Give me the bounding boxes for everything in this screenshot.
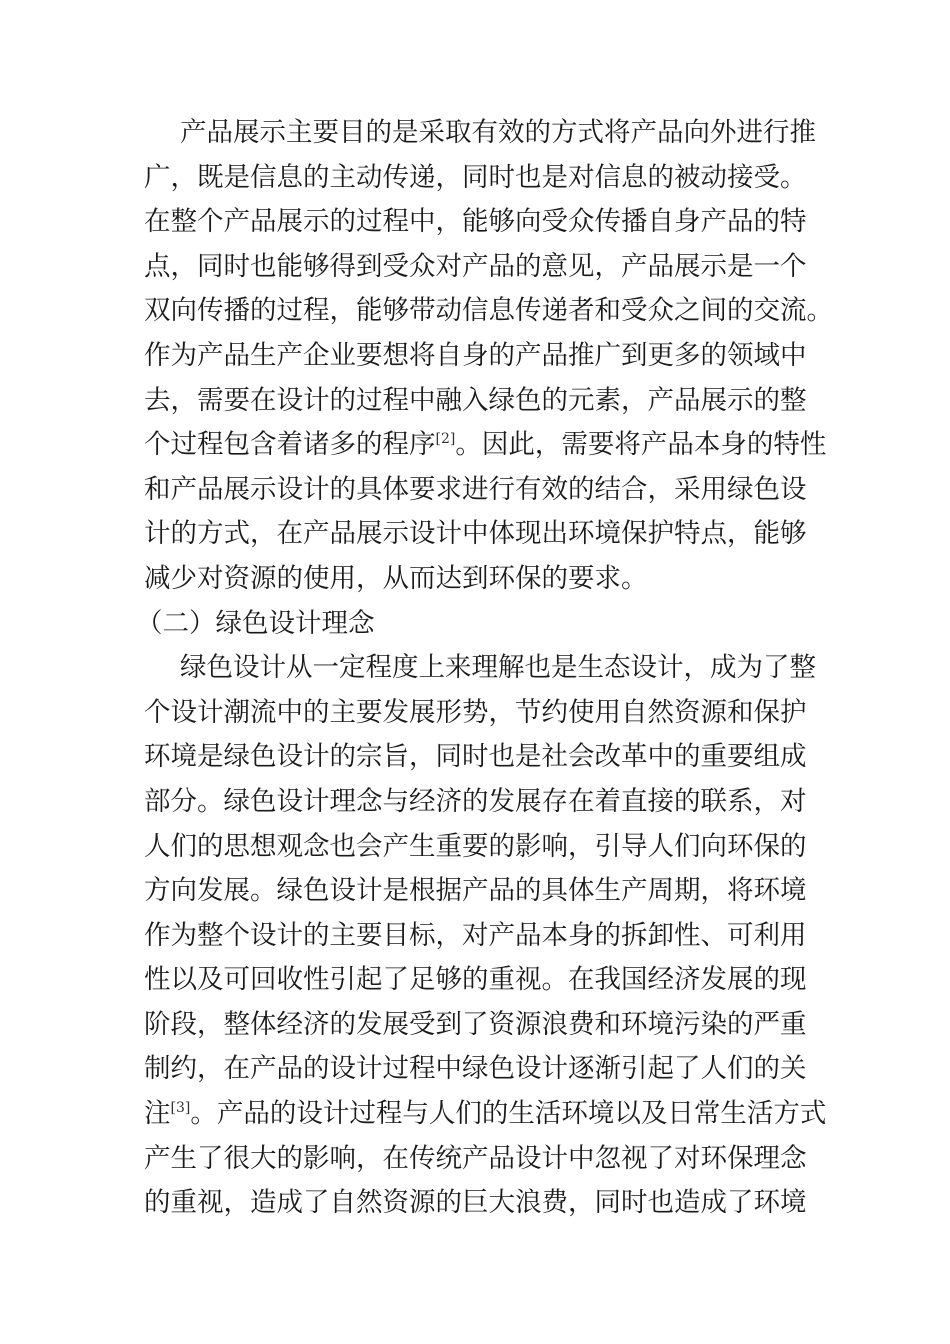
text-segment: 个过程包含着诸多的程序 xyxy=(144,429,436,461)
text-line: 减少对资源的使用，从而达到环保的要求。 xyxy=(144,562,648,594)
text-line: 人们的思想观念也会产生重要的影响，引导人们向环保的 xyxy=(144,830,807,862)
text-segment: 。因此，需要将产品本身的特性 xyxy=(455,429,827,461)
text-line: 性以及可回收性引起了足够的重视。在我国经济发展的现 xyxy=(144,964,807,996)
text-line: 产品展示主要目的是采取有效的方式将产品向外进行推 xyxy=(180,117,816,148)
body-text xyxy=(136,111,833,1226)
text-line: 产生了很大的影响，在传统产品设计中忽视了对环保理念 xyxy=(144,1142,807,1174)
text-line: 点，同时也能够得到受众对产品的意见，产品展示是一个 xyxy=(144,250,807,282)
text-line: 在整个产品展示的过程中，能够向受众传播自身产品的特 xyxy=(144,206,807,238)
text-line: 广，既是信息的主动传递，同时也是对信息的被动接受。 xyxy=(144,161,807,193)
text-line: 方向发展。绿色设计是根据产品的具体生产周期，将环境 xyxy=(144,875,807,907)
text-line: 绿色设计从一定程度上来理解也是生态设计，成为了整 xyxy=(180,652,816,684)
text-line: 作为产品生产企业要想将自身的产品推广到更多的领域中 xyxy=(144,339,807,371)
citation-ref: [2] xyxy=(435,431,456,448)
text-line: 计的方式，在产品展示设计中体现出环境保护特点，能够 xyxy=(144,518,807,550)
text-line: 作为整个设计的主要目标，对产品本身的拆卸性、可利用 xyxy=(144,919,807,951)
text-line: 部分。绿色设计理念与经济的发展存在着直接的联系，对 xyxy=(144,785,807,817)
text-line: 去，需要在设计的过程中融入绿色的元素，产品展示的整 xyxy=(144,384,807,416)
text-line: 环境是绿色设计的宗旨，同时也是社会改革中的重要组成 xyxy=(144,741,807,773)
paragraph-product-display xyxy=(144,111,833,602)
text-segment: 注 xyxy=(144,1098,171,1130)
text-line xyxy=(144,1092,827,1137)
text-segment: 。产品的设计过程与人们的生活环境以及日常生活方式 xyxy=(190,1098,827,1130)
text-line: 和产品展示设计的具体要求进行有效的结合，采用绿色设 xyxy=(144,473,807,505)
text-line: 个设计潮流中的主要发展形势，节约使用自然资源和保护 xyxy=(144,696,807,728)
text-line: 的重视，造成了自然资源的巨大浪费，同时也造成了环境 xyxy=(144,1187,807,1219)
section-heading: （二）绿色设计理念 xyxy=(136,607,375,639)
text-line: 双向传播的过程，能够带动信息传递者和受众之间的交流。 xyxy=(144,295,833,327)
text-line: 阶段，整体经济的发展受到了资源浪费和环境污染的严重 xyxy=(144,1008,807,1040)
citation-ref: [3] xyxy=(170,1100,191,1117)
text-line xyxy=(144,423,827,468)
text-line: 制约，在产品的设计过程中绿色设计逐渐引起了人们的关 xyxy=(144,1053,807,1085)
paragraph-green-design xyxy=(144,646,827,1226)
